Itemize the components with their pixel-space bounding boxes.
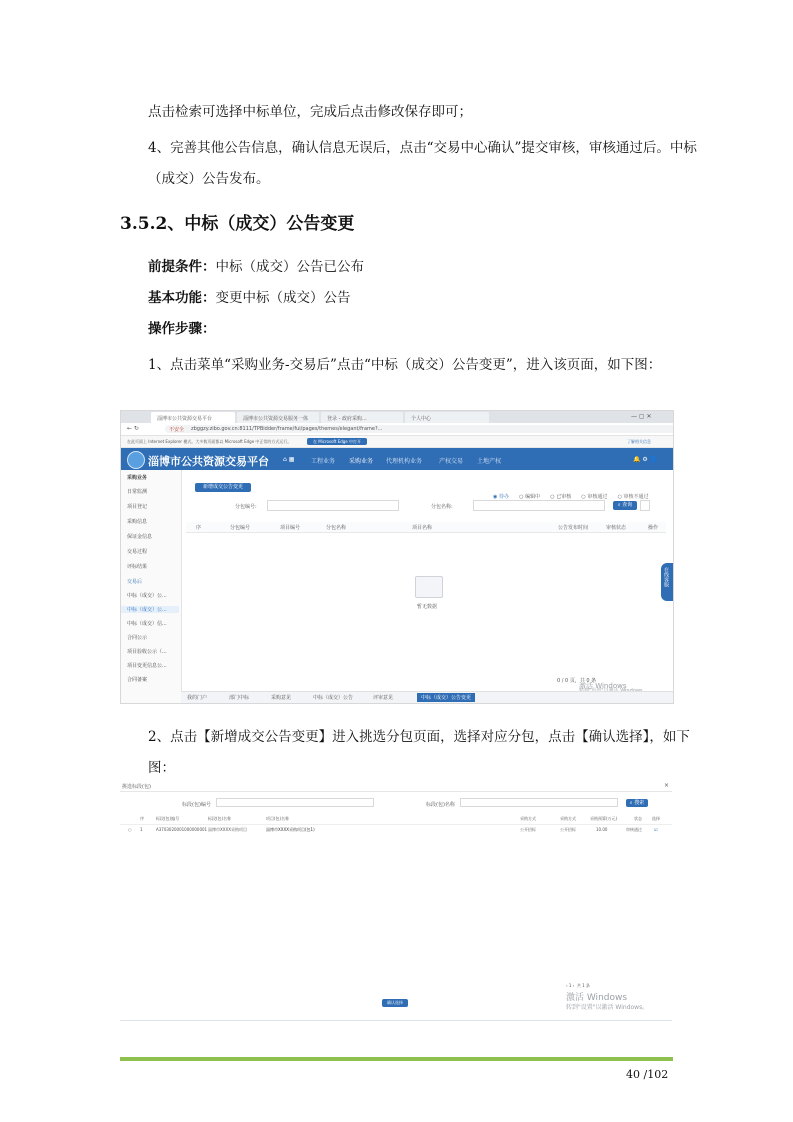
close-icon[interactable]: ×	[664, 782, 670, 789]
nav-item[interactable]: 产权交易	[439, 458, 464, 465]
sidebar-item[interactable]: 采购信息	[127, 519, 148, 525]
add-notice-change-button[interactable]: 新增成交公告变更	[195, 483, 251, 492]
precondition-line	[120, 257, 701, 277]
search-label-no: 标段(包)编号	[182, 802, 211, 808]
url-text: zbggzy.zibo.gov.cn:8111/TPBidder/frame/fui/pages/themes/elegant/frame?...	[191, 426, 383, 432]
sidebar-item[interactable]: 保证金信息	[127, 534, 153, 540]
bottom-tab[interactable]: 中标（成交）公告	[313, 695, 354, 701]
function-text: 变更中标（成交）公告	[215, 290, 351, 306]
windows-watermark: 激活 Windows	[579, 682, 627, 690]
step2-text: 2、点击【新增成交公告变更】进入挑选分包页面，选择对应分包，点击【确认选择】，如下图：	[148, 729, 690, 776]
search-label-package-name: 分包名称:	[431, 504, 453, 510]
sidebar-item[interactable]: 日常监测	[127, 489, 148, 495]
table-header: 序 标段(包)编号 标段(包)名称 项目(包)名称 采购方式 采购方式 采购预算(万元) 状态 选择	[120, 815, 672, 825]
screenshot-select-package-dialog	[120, 780, 672, 1022]
dialog-header	[120, 780, 672, 792]
section-heading: 3.5.2、中标（成交）公告变更	[120, 214, 355, 234]
windows-watermark-sub: 转到"设置"以激活 Windows。	[566, 1004, 649, 1011]
package-no-input[interactable]	[216, 798, 374, 807]
browser-tab[interactable]: 淄博市公共资源交易平台	[151, 412, 235, 423]
platform-logo-icon	[127, 451, 145, 469]
sidebar-subitem[interactable]: 项目变更信息公...	[127, 663, 167, 669]
platform-header	[121, 448, 673, 470]
sidebar-subitem[interactable]: 中标（成交）公...	[127, 593, 167, 599]
function-line	[120, 288, 701, 308]
table-header: 序 分包编号 项目编号 分包名称 项目名称 公告发布时间 审核状态 操作	[186, 522, 666, 533]
nav-item[interactable]: 代理机构业务	[386, 458, 423, 465]
platform-title: 淄博市公共资源交易平台	[148, 455, 269, 468]
open-in-edge-button[interactable]: 在 Microsoft Edge 中打开	[307, 438, 367, 445]
empty-text: 暂无数据	[417, 604, 438, 610]
bottom-tab-bar	[181, 691, 673, 704]
empty-printer-icon	[415, 576, 443, 598]
sidebar-subitem[interactable]: 合同公示	[127, 635, 148, 641]
radio-option[interactable]: ○ 编辑中	[519, 494, 541, 500]
browser-tab[interactable]: 登录 - 政府采购...	[321, 412, 403, 423]
sidebar-subitem[interactable]: 合同备案	[127, 677, 148, 683]
package-name-input[interactable]	[460, 798, 618, 807]
ie-mode-infobar: 在此页面上 Internet Explorer 模式。大多数页面都以 Microsoft Edge 中正常的方式运行。 在 Microsoft Edge 中打开 了解相关信息	[121, 436, 673, 448]
sidebar-item[interactable]: 交易过程	[127, 549, 148, 555]
bottom-tab-active[interactable]: 中标（成交）公告变更	[417, 693, 475, 702]
bottom-tab[interactable]: 评审意见	[373, 695, 394, 701]
browser-tab-bar	[121, 411, 673, 423]
page-number: 40 /102	[626, 1068, 669, 1081]
dialog-title: 挑选标段(包)	[122, 784, 151, 790]
row-radio[interactable]: ○	[128, 827, 132, 832]
function-label: 基本功能：	[148, 290, 216, 306]
url-field[interactable]	[165, 425, 674, 433]
search-label-name: 标段(包)名称	[426, 802, 455, 808]
user-icon[interactable]: 🔔 ⚙ 👤	[633, 456, 658, 463]
learn-more-link[interactable]: 了解相关信息	[627, 439, 651, 444]
radio-option[interactable]: ○ 审核不通过	[617, 494, 649, 500]
step1-text: 1、点击菜单“采购业务-交易后”点击“中标（成交）公告变更”，进入该页面，如下图：	[148, 357, 662, 373]
bottom-tab[interactable]: 采购意见	[271, 695, 292, 701]
sidebar-title: 采购业务	[127, 475, 148, 481]
nav-item[interactable]: 采购业务	[349, 458, 374, 465]
radio-option[interactable]: ○ 审核通过	[581, 494, 608, 500]
bottom-tab[interactable]: 部门中标	[229, 695, 250, 701]
confirm-select-button[interactable]: 确认选择	[382, 999, 408, 1007]
window-controls-icon[interactable]: — ▢ ✕	[631, 413, 652, 420]
query-dropdown[interactable]	[640, 500, 650, 511]
online-service-tab[interactable]: 在线客服	[661, 563, 673, 601]
bottom-tab[interactable]: 我的门户	[187, 695, 208, 701]
steps-label: 操作步骤：	[148, 321, 216, 337]
windows-watermark: 激活 Windows	[566, 993, 628, 1003]
radio-option[interactable]: ◉ 待办	[493, 494, 509, 500]
browser-tab[interactable]: 淄博市公共资源交易服务一体	[237, 412, 319, 423]
search-label-package-no: 分包编号:	[235, 504, 257, 510]
sidebar-item[interactable]: 项目登记	[127, 504, 148, 510]
sidebar	[121, 470, 182, 703]
paragraph-search-tip: 点击检索可选择中标单位，完成后点击修改保存即可；	[148, 104, 472, 120]
pager-text: 0 / 0 页，共 0 条	[557, 678, 597, 684]
search-button[interactable]: ⌕ 搜索	[626, 799, 648, 807]
not-secure-label: 不安全	[169, 427, 185, 433]
nav-item[interactable]: 工程业务	[311, 458, 336, 465]
browser-tab[interactable]: 个人中心	[405, 412, 489, 423]
package-name-input[interactable]	[473, 500, 605, 511]
screenshot-notice-change-page	[120, 410, 674, 704]
nav-back-icon[interactable]: ← ↻	[127, 425, 139, 432]
table-row[interactable]: ○ 1 A3703020001000000001 淄博市XXXX采购项目 淄博市XXXX采购项目(包1) 公开招标 公开招标 10.00 审核通过 ☑	[128, 827, 658, 832]
radio-option[interactable]: ○ 已审核	[550, 494, 572, 500]
sidebar-item[interactable]: 评标结果	[127, 564, 148, 570]
sidebar-subitem[interactable]: 项目验收公示（...	[127, 649, 167, 655]
sidebar-subitem[interactable]: 中标（成交）信...	[127, 621, 167, 627]
address-bar	[121, 423, 673, 436]
package-no-input[interactable]	[267, 500, 399, 511]
sidebar-subitem-active[interactable]: 中标（成交）公...	[121, 606, 179, 613]
sidebar-item[interactable]: 交易后	[127, 579, 143, 585]
home-icon[interactable]: ⌂ ▦	[283, 456, 295, 463]
precondition-label: 前提条件：	[148, 259, 216, 275]
paragraph-step4: 4、完善其他公告信息，确认信息无误后，点击“交易中心确认”提交审核，审核通过后。中标（成交）公告发布。	[148, 140, 697, 187]
query-button[interactable]: ⌕ 查询	[613, 501, 637, 510]
pager[interactable]: ‹ 1 › 共 1 条	[566, 983, 590, 988]
footer-green-bar	[120, 1057, 673, 1061]
precondition-text: 中标（成交）公告已公布	[215, 259, 364, 275]
nav-item[interactable]: 土地产权	[477, 458, 502, 465]
dialog-bottom-border	[120, 1020, 672, 1021]
